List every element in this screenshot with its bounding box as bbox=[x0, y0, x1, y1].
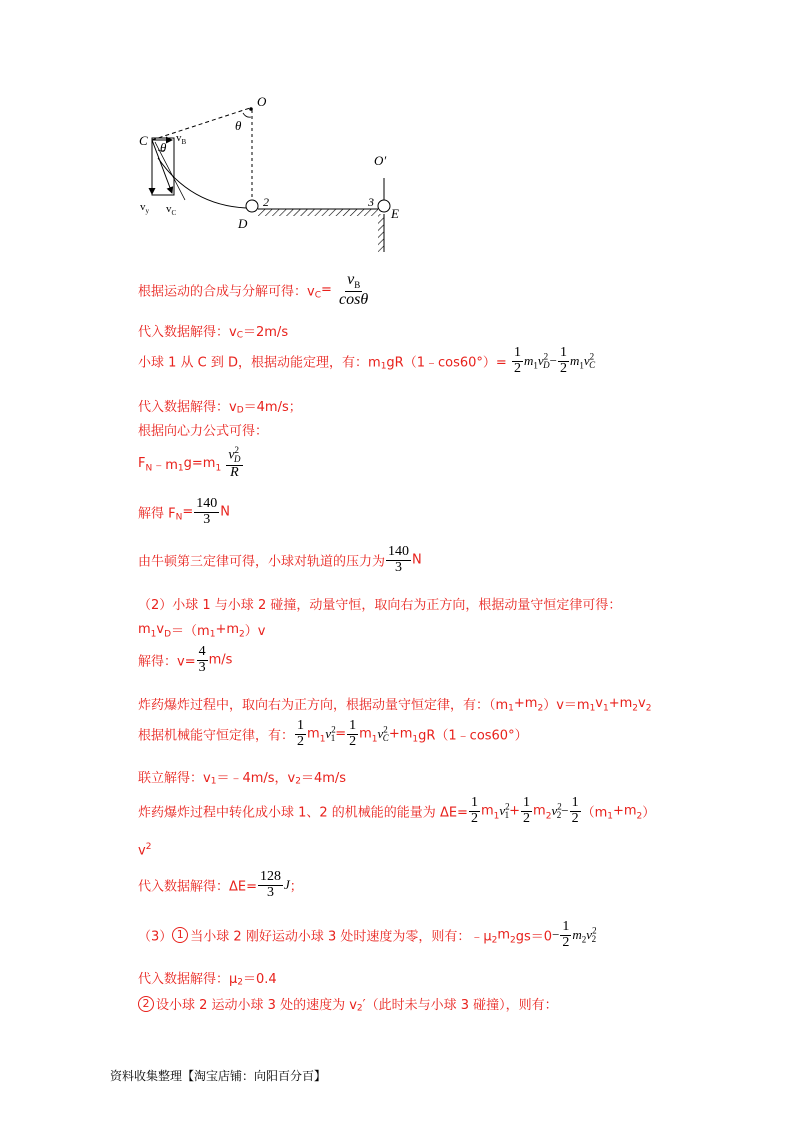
line-13: 根据机械能守恒定律，有： $\frac{1}{2}$ $m_1v^2_1=$ $\frac{1}{2}$ $m_1v^2_C+m_1gR(1﹣\cos 60^\circ)$ bbox=[138, 718, 528, 749]
label-theta-top: θ bbox=[235, 118, 242, 133]
line-11: 解得：v= $\frac{4}{3}$ m/s bbox=[138, 644, 233, 675]
line-6: $F_N﹣m_1g=m_1$ $\frac{v^2_D}{R}$ bbox=[138, 445, 241, 480]
line-2: 代入数据解得：$v_C=2m/s$ bbox=[138, 325, 289, 341]
label-O-prime: O′ bbox=[374, 153, 387, 168]
ball-2 bbox=[246, 200, 258, 212]
curved-track bbox=[158, 158, 246, 208]
label-vB: $v_B$ bbox=[176, 132, 187, 146]
line-17: 代入数据解得：ΔE= $\frac{128}{3}$ J； bbox=[138, 869, 303, 900]
line-16: $v^2$ bbox=[138, 842, 152, 859]
line-4: 代入数据解得：$v_D=4m/s$； bbox=[138, 400, 302, 416]
line-19: 代入数据解得：$\mu_2=0.4$ bbox=[138, 972, 277, 988]
circled-number: 1 bbox=[172, 927, 188, 943]
line-20: 2 设小球 2 运动小球 3 处的速度为 $v_2'$（此时未与小球 3 碰撞），则有： bbox=[138, 994, 558, 1014]
pivot-O bbox=[249, 107, 253, 111]
circled-number: 2 bbox=[138, 996, 154, 1012]
line-5: 根据向心力公式可得： bbox=[138, 424, 269, 439]
label-3: 3 bbox=[368, 195, 374, 209]
label-C: C bbox=[139, 133, 148, 148]
physics-diagram bbox=[0, 0, 800, 270]
line-15: 炸药爆炸过程中转化成小球 1、2 的机械能的能量为 ΔE= $\frac{1}{2}$ $m_1v^2_1+$ $\frac{1}{2}$ $m_2v^2_2-$ $\frac{1}{2}$ $(m_1+m_2)$ bbox=[138, 795, 656, 826]
label-theta-left: θ bbox=[160, 140, 167, 155]
page-footer: 资料收集整理【淘宝店铺：向阳百分百】 bbox=[110, 1069, 327, 1083]
line-1: 根据运动的合成与分解可得：$v_C=$ $\frac{v_B}{\cos\theta}$ bbox=[138, 271, 369, 308]
ball-3 bbox=[378, 200, 390, 212]
rough-surface bbox=[258, 209, 378, 216]
line-7: 解得 $F_N=$ $\frac{140}{3}$ N bbox=[138, 496, 230, 527]
label-E: E bbox=[391, 206, 399, 221]
label-2: 2 bbox=[263, 195, 269, 209]
line-12: 炸药爆炸过程中，取向右为正方向，根据动量守恒定律，有：$(m_1+m_2)v=m_1v_1+m_2v_2$ bbox=[138, 696, 652, 714]
label-vy: $v_y$ bbox=[140, 201, 149, 215]
line-9: （2）小球 1 与小球 2 碰撞，动量守恒，取向右为正方向，根据动量守恒定律可得： bbox=[138, 598, 622, 613]
label-O: O bbox=[257, 94, 267, 109]
line-14: 联立解得：$v_1=﹣4m/s$，$v_2=4m/s$ bbox=[138, 771, 347, 787]
label-vC: $v_C$ bbox=[166, 203, 177, 217]
label-D: D bbox=[238, 216, 248, 231]
line-8: 由牛顿第三定律可得，小球对轨道的压力为 $\frac{140}{3}$ N bbox=[138, 544, 422, 575]
wall-E bbox=[378, 214, 384, 252]
line-3: 小球 1 从 C 到 D，根据动能定理，有：$m_1gR(1﹣\cos 60^\circ)=$ $\frac{1}{2}$ $m_1v^2_D-$ $\frac{1}{2}$ $m_1v^2_C$ bbox=[138, 345, 596, 376]
line-18: （3） 1 当小球 2 刚好运动小球 3 处时速度为零，则有：$﹣\mu_2m_2gs=0-$ $\frac{1}{2}$ $m_2v^2_2$ bbox=[138, 919, 597, 950]
line-10: $m_1v_D=(m_1+m_2)v$ bbox=[138, 622, 266, 640]
fraction: $\frac{v_B}{\cos\theta}$ bbox=[339, 271, 369, 308]
